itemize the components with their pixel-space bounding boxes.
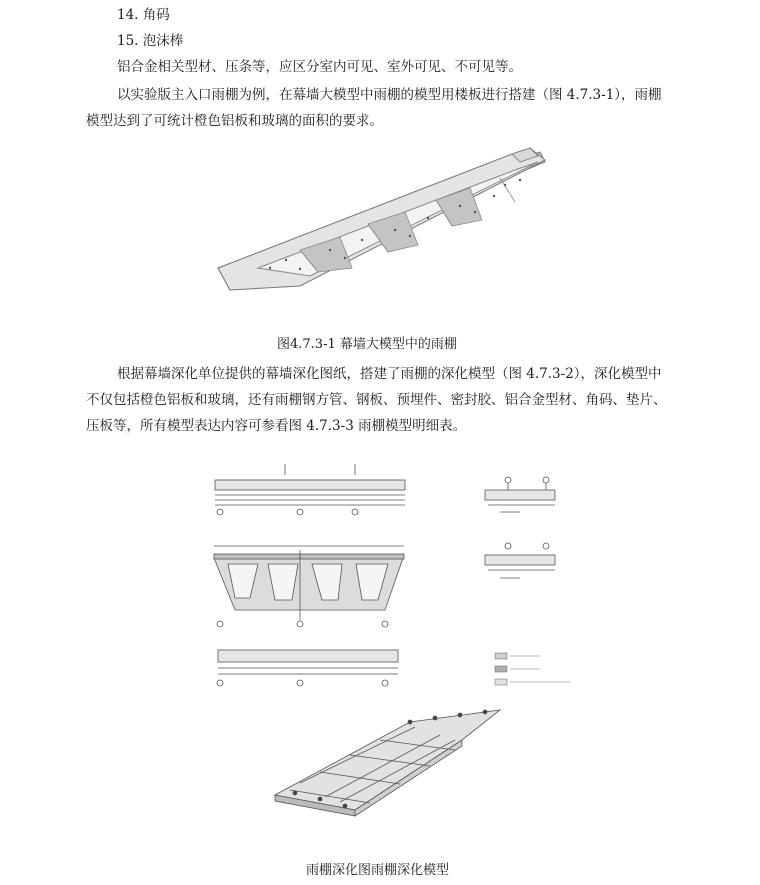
panel-divider-4 (500, 178, 515, 202)
paragraph-3-line-2: 不仅包括橙色铝板和玻璃，还有雨棚钢方管、钢板、预埋件、密封胶、铝合金型材、角码、垫片、 (86, 392, 667, 408)
list-item-15: 15. 泡沫棒 (117, 33, 184, 49)
figure-canopy-drawings (0, 450, 760, 870)
list-item-14: 14. 角码 (117, 7, 170, 23)
drawing-elevation-top (215, 464, 405, 515)
figure-2-caption: 雨棚深化图雨棚深化模型 (306, 863, 450, 878)
figure-1-caption: 图4.7.3-1 幕墙大模型中的雨棚 (277, 337, 457, 352)
paragraph-2-line-1: 以实验版主入口雨棚为例，在幕墙大模型中雨棚的模型用楼板进行搭建（图 4.7.3-1），雨棚 (117, 87, 662, 103)
drawing-legend (495, 653, 570, 685)
paragraph-2-line-2: 模型达到了可统计橙色铝板和玻璃的面积的要求。 (86, 113, 383, 129)
drawing-section (217, 650, 398, 686)
drawing-detail-1 (485, 477, 555, 512)
drawing-detail-2 (485, 543, 555, 578)
canopy-detailed-model-3d (275, 710, 500, 816)
figure-canopy-model (0, 140, 760, 340)
paragraph-3-line-1: 根据幕墙深化单位提供的幕墙深化图纸，搭建了雨棚的深化模型（图 4.7.3-2），深化模型中 (117, 366, 662, 382)
paragraph-3-line-3: 压板等，所有模型表达内容可参看图 4.7.3-3 雨棚模型明细表。 (86, 418, 467, 434)
drawing-plan-view (214, 546, 404, 627)
paragraph-1: 铝合金相关型材、压条等，应区分室内可见、室外可见、不可见等。 (117, 59, 522, 75)
